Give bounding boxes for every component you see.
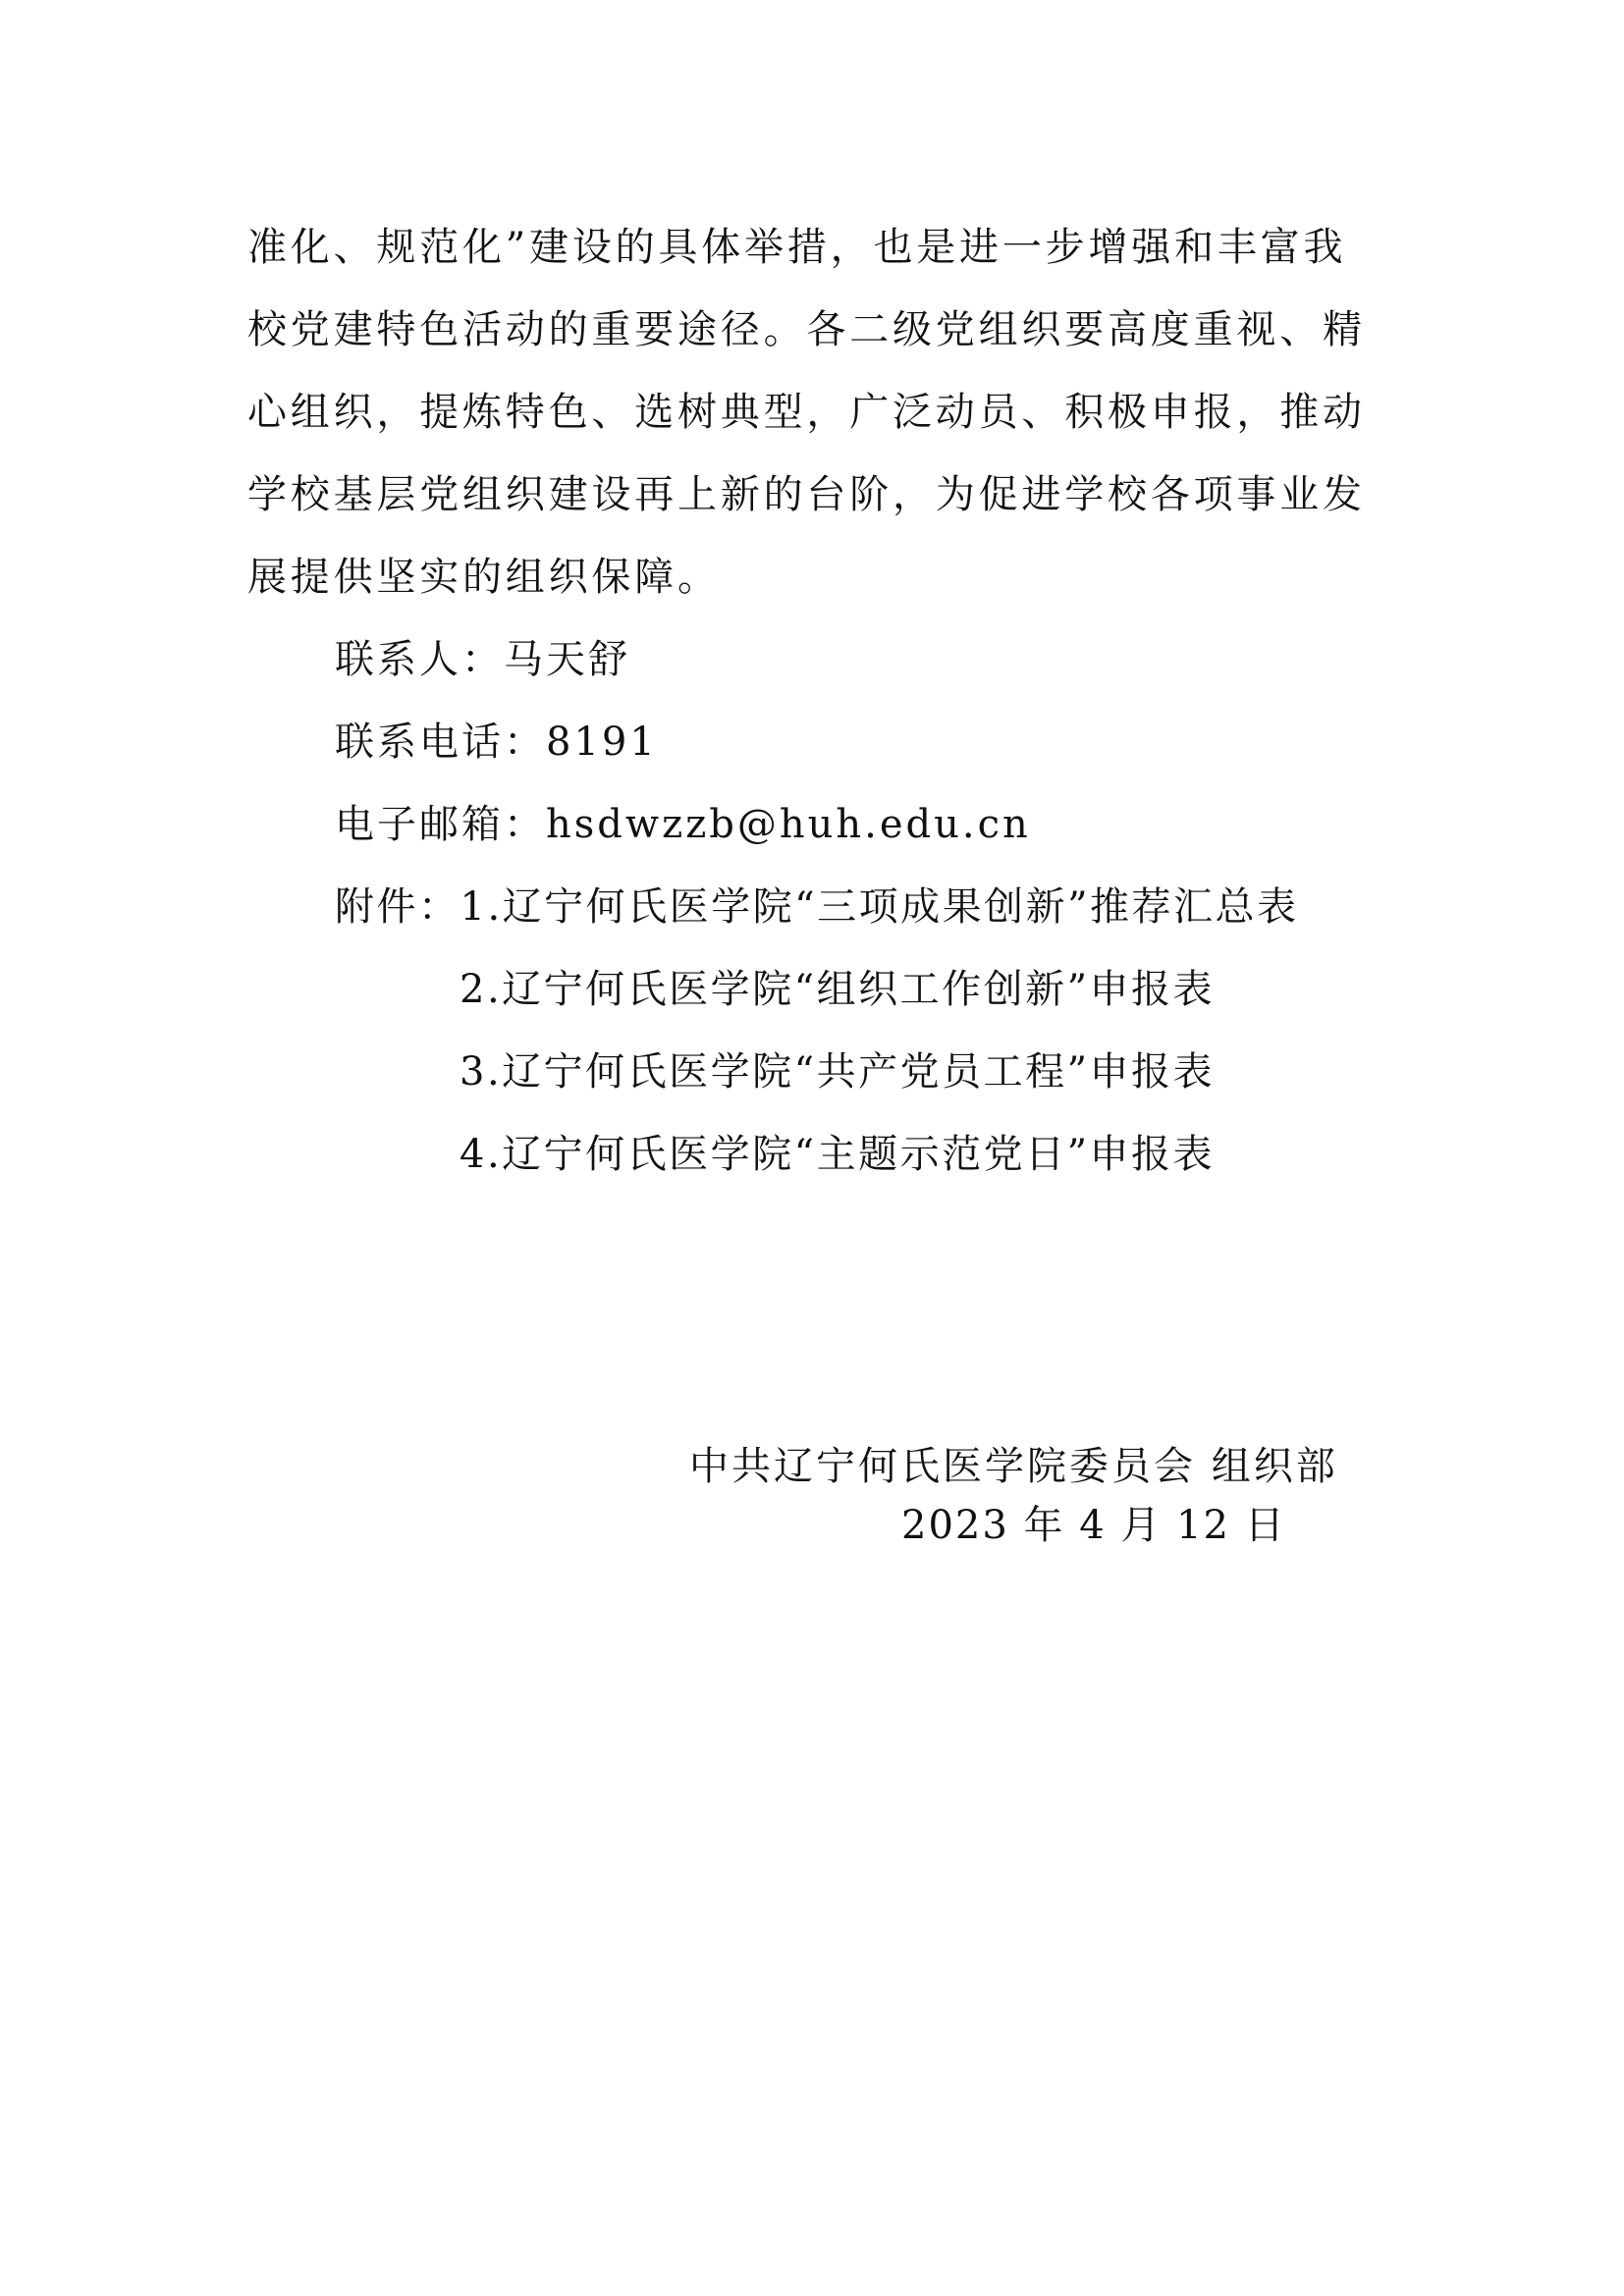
body-paragraph-line: 学校基层党组织建设再上新的台阶，为促进学校各项事业发 bbox=[247, 472, 1366, 517]
body-paragraph-line: 校党建特色活动的重要途径。各二级党组织要高度重视、精 bbox=[247, 307, 1366, 352]
attachment-item-4: 4.辽宁何氏医学院“主题示范党日”申报表 bbox=[460, 1132, 1216, 1177]
body-paragraph-line: 准化、规范化”建设的具体举措，也是进一步增强和丰富我 bbox=[247, 225, 1347, 270]
signature-date: 2023 年 4 月 12 日 bbox=[901, 1503, 1286, 1548]
attachment-item-3: 3.辽宁何氏医学院“共产党员工程”申报表 bbox=[460, 1049, 1216, 1095]
contact-phone: 联系电话：8191 bbox=[335, 720, 658, 765]
contact-email: 电子邮箱：hsdwzzb@huh.edu.cn bbox=[335, 802, 1031, 847]
body-paragraph-line: 心组织，提炼特色、选树典型，广泛动员、积极申报，推动 bbox=[247, 390, 1366, 435]
attachment-item-2: 2.辽宁何氏医学院“组织工作创新”申报表 bbox=[460, 967, 1216, 1012]
signature-organization: 中共辽宁何氏医学院委员会 组织部 bbox=[689, 1444, 1338, 1489]
body-paragraph-line: 展提供坚实的组织保障。 bbox=[247, 555, 721, 600]
contact-person: 联系人：马天舒 bbox=[335, 637, 630, 682]
attachment-item-1: 附件：1.辽宁何氏医学院“三项成果创新”推荐汇总表 bbox=[335, 884, 1299, 930]
